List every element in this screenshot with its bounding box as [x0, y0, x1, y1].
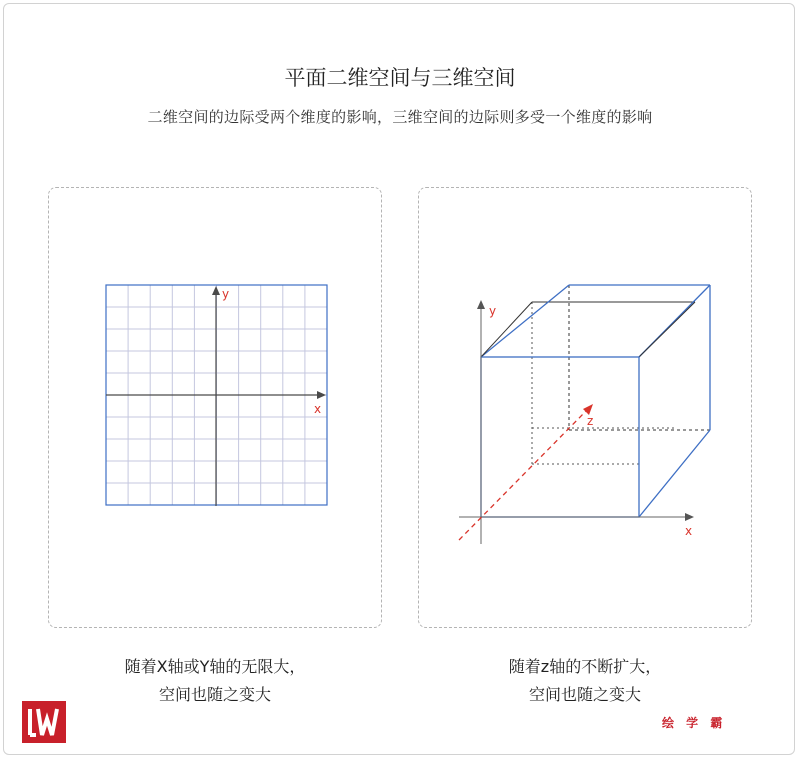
caption-2d — [48, 653, 382, 709]
page-title: 平面二维空间与三维空间 — [284, 66, 516, 90]
page-subtitle: 二维空间的边际受两个维度的影响，三维空间的边际则多受一个维度的影响 — [147, 108, 653, 126]
z-axis-3d — [459, 410, 587, 540]
diagram-2d — [49, 188, 383, 629]
z-axis-3d-label: z — [587, 414, 594, 428]
x-axis-arrow-icon — [317, 391, 326, 399]
diagram-3d — [419, 188, 753, 629]
panel-2d — [48, 187, 382, 628]
y-axis-label: y — [222, 287, 230, 301]
cube-edge-inner-top-right — [639, 302, 695, 357]
caption-2d-line-1: 随着X轴或Y轴的无限大， — [124, 657, 306, 676]
x-axis-3d-arrow-icon — [685, 513, 694, 521]
caption-3d-line-2: 空间也随之变大 — [528, 685, 641, 704]
x-axis-3d-label: x — [685, 524, 693, 538]
caption-2d-line-2: 空间也随之变大 — [158, 685, 271, 704]
brand-name: 绘 学 霸 — [662, 716, 727, 730]
caption-3d-line-1: 随着z轴的不断扩大， — [508, 657, 662, 676]
cube-edge-top-left — [481, 285, 569, 357]
y-axis-3d-arrow-icon — [477, 300, 485, 309]
x-axis-label: x — [314, 402, 322, 416]
panel-3d — [418, 187, 752, 628]
y-axis-arrow-icon — [212, 286, 220, 295]
caption-3d — [418, 653, 752, 709]
y-axis-3d-label: y — [489, 304, 497, 318]
cube-edge-bottom-right — [639, 430, 710, 517]
iw-logo-icon — [22, 701, 66, 743]
